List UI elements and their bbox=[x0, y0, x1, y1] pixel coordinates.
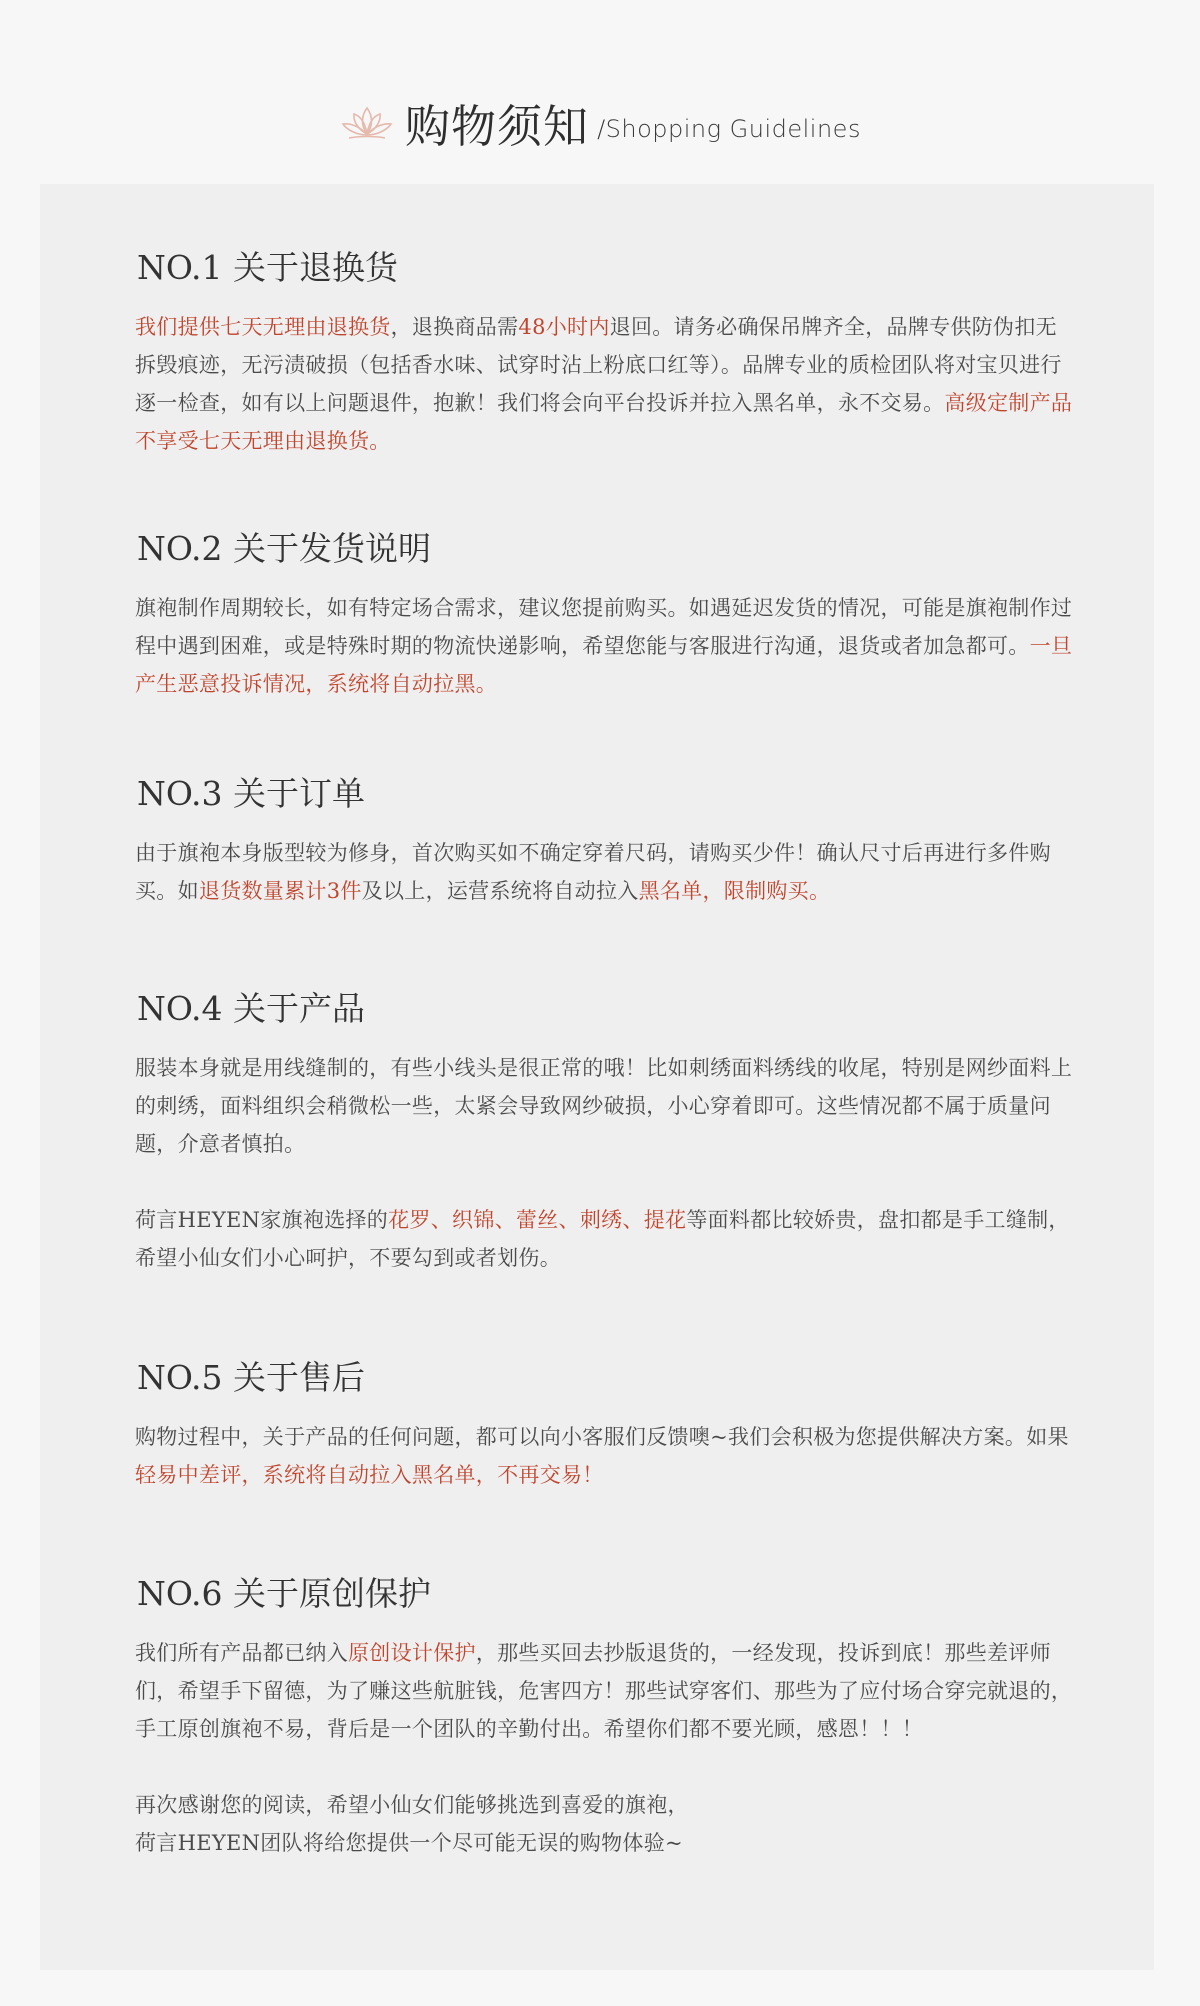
section-heading: NO.5 关于售后 bbox=[137, 1358, 365, 1397]
text-run: 等面料都比较娇贵，盘扣都是手工缝制，希望小仙女们小心呵护，不要勾到或者划伤。 bbox=[135, 1208, 1070, 1270]
section-heading: NO.3 关于订单 bbox=[137, 774, 365, 813]
section-after-sales bbox=[135, 1358, 1075, 1494]
text-run: 服装本身就是用线缝制的，有些小线头是很正常的哦！比如刺绣面料绣线的收尾，特别是网纱面料上的刺绣，面料组织会稍微松一些，太紧会导致网纱破损，小心穿着即可。这些情况都不属于质量问题，介意者慎拍。 bbox=[135, 1056, 1073, 1156]
highlighted-text: 高级定制产品不享受七天无理由退换货。 bbox=[135, 391, 1073, 453]
text-run: 再次感谢您的阅读，希望小仙女们能够挑选到喜爱的旗袍， 荷言HEYEN团队将给您提供一个尽可能无误的购物体验~ bbox=[135, 1793, 689, 1855]
text-run: 旗袍制作周期较长，如有特定场合需求，建议您提前购买。如遇延迟发货的情况，可能是旗袍制作过程中遇到困难，或是特殊时期的物流快递影响，希望您能与客服进行沟通，退货或者加急都可。 bbox=[135, 596, 1073, 658]
text-run: 荷言HEYEN家旗袍选择的 bbox=[135, 1208, 389, 1232]
highlighted-text: 原创设计保护 bbox=[348, 1641, 476, 1665]
text-run: 由于旗袍本身版型较为修身，首次购买如不确定穿着尺码，请购买少件！确认尺寸后再进行多件购买。如 bbox=[135, 841, 1051, 903]
section-shipping bbox=[135, 529, 1075, 703]
section-paragraph bbox=[135, 1634, 1075, 1748]
highlighted-text: 一旦产生恶意投诉情况，系统将自动拉黑。 bbox=[135, 634, 1073, 696]
section-heading: NO.2 关于发货说明 bbox=[137, 529, 431, 568]
section-original-protection bbox=[135, 1574, 1075, 1862]
text-run: 购物过程中，关于产品的任何问题，都可以向小客服们反馈噢~我们会积极为您提供解决方案。如果 bbox=[135, 1425, 1069, 1449]
section-paragraph bbox=[135, 589, 1075, 703]
section-products bbox=[135, 989, 1075, 1277]
highlighted-text: 48小时内 bbox=[518, 315, 610, 339]
section-heading: NO.4 关于产品 bbox=[137, 989, 365, 1028]
text-run: 我们所有产品都已纳入 bbox=[135, 1641, 348, 1665]
section-returns bbox=[135, 248, 1075, 460]
highlighted-text: 我们提供七天无理由退换货 bbox=[135, 315, 391, 339]
text-run: ，那些买回去抄版退货的，一经发现，投诉到底！那些差评师们，希望手下留德，为了赚这些航脏钱，危害四方！那些试穿客们、那些为了应付场合穿完就退的，手工原创旗袍不易，背后是一个团队的辛勤付出。希望你们都不要光顾，感恩！！！ bbox=[135, 1641, 1073, 1741]
closing-paragraph bbox=[135, 1786, 1075, 1862]
section-paragraph bbox=[135, 308, 1075, 460]
section-paragraph bbox=[135, 1049, 1075, 1163]
section-paragraph bbox=[135, 1201, 1075, 1277]
highlighted-text: 轻易中差评，系统将自动拉入黑名单，不再交易！ bbox=[135, 1463, 604, 1487]
page-title: 购物须知 bbox=[405, 99, 590, 153]
page-subtitle: /Shopping Guidelines bbox=[597, 115, 861, 143]
section-heading: NO.1 关于退换货 bbox=[137, 248, 398, 287]
section-heading: NO.6 关于原创保护 bbox=[137, 1574, 431, 1613]
page-header bbox=[0, 86, 1200, 158]
section-paragraph bbox=[135, 834, 1075, 910]
text-run: ，退换商品需 bbox=[390, 315, 519, 339]
highlighted-text: 花罗、织锦、蕾丝、刺绣、提花 bbox=[388, 1208, 687, 1232]
section-paragraph bbox=[135, 1418, 1075, 1494]
text-run: 及以上，运营系统将自动拉入 bbox=[361, 879, 639, 903]
section-orders bbox=[135, 774, 1075, 910]
highlighted-text: 退货数量累计3件 bbox=[198, 879, 362, 903]
highlighted-text: 黑名单，限制购买。 bbox=[638, 879, 831, 903]
lotus-icon bbox=[339, 102, 395, 142]
text-run: 退回。请务必确保吊牌齐全，品牌专供防伪扣无拆毁痕迹，无污渍破损（包括香水味、试穿时沾上粉底口红等）。品牌专业的质检团队将对宝贝进行逐一检查，如有以上问题退件，抱歉！我们将会向平台投诉并拉入黑名单，永不交易。 bbox=[135, 315, 1062, 415]
